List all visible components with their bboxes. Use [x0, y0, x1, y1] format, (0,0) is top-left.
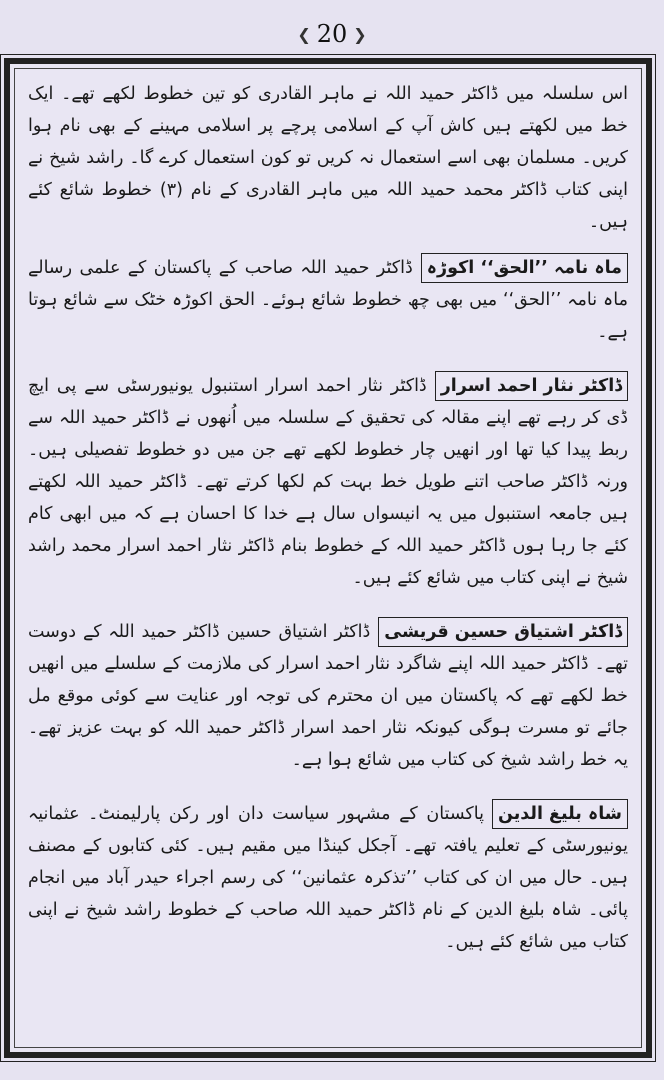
ornament-right-icon: ❯: [353, 24, 367, 44]
section-text: ڈاکٹر حمید اللہ صاحب کے پاکستان کے علمی رسالے ماہ نامہ ’’الحق‘‘ میں بھی چھ خطوط شائع ہوئے۔ الحق اکوڑہ خٹک سے شائع ہوتا ہے۔: [28, 258, 628, 342]
ornament-left-icon: ❮: [297, 24, 311, 44]
page-number-value: 20: [316, 20, 348, 48]
page-number: [0, 14, 664, 54]
section-heading: شاہ بلیغ الدین: [492, 799, 628, 829]
section-shah-baligh-uddin: [28, 798, 628, 958]
section-text: ڈاکٹر اشتیاق حسین ڈاکٹر حمید اللہ کے دوست تھے۔ ڈاکٹر حمید اللہ اپنے شاگرد نثار احمد اسرار کی ملازمت کے سلسلے میں انھیں خط لکھے تھے کہ پاکستان میں ان محترم کی توجہ اور عنایت سے کوئی موقع مل جائے تو مسرت ہوگی کیونکہ نثار احمد اسرار ڈاکٹر حمید اللہ کو بہت عزیز تھے۔ یہ خط راشد شیخ کی کتاب میں شائع ہوا ہے۔: [28, 622, 628, 770]
page-body: [28, 78, 628, 1038]
section-alhaq: [28, 252, 628, 348]
section-nisar-ahmad-israr: [28, 370, 628, 594]
section-text: ڈاکٹر نثار احمد اسرار استنبول یونیورسٹی سے پی ایچ ڈی کر رہے تھے اپنے مقالہ کی تحقیق کے سلسلہ میں اُنھوں نے ڈاکٹر حمید اللہ سے ربط پیدا کیا تھا اور انھیں چار خطوط لکھے تھے جن میں دو خطوط تفصیلی ہیں۔ ورنہ ڈاکٹر صاحب اتنے طویل خط بہت کم لکھا کرتے تھے۔ ڈاکٹر حمید اللہ لکھتے ہیں جامعہ استنبول میں یہ انیسواں سال ہے خدا کا احسان ہے کہ میں ابھی کام کئے جا رہا ہوں ڈاکٹر حمید اللہ کے خطوط بنام ڈاکٹر نثار احمد اسرار محمد راشد شیخ نے اپنی کتاب میں شائع کئے ہیں۔: [28, 376, 628, 588]
section-text: پاکستان کے مشہور سیاست دان اور رکن پارلیمنٹ۔ عثمانیہ یونیورسٹی کے تعلیم یافتہ تھے۔ آجکل کینڈا میں مقیم ہیں۔ کئی کتابوں کے مصنف ہیں۔ حال میں ان کی کتاب ’’تذکرہ عثمانین‘‘ کی رسم اجراء حیدر آباد میں انجام پائی۔ شاہ بلیغ الدین کے نام ڈاکٹر حمید اللہ صاحب کے خطوط راشد شیخ نے اپنی کتاب میں شائع کئے ہیں۔: [28, 804, 628, 952]
intro-paragraph: [28, 78, 628, 238]
page-frame: [4, 58, 652, 1058]
section-heading: ڈاکٹر نثار احمد اسرار: [435, 371, 628, 401]
section-heading: ڈاکٹر اشتیاق حسین قریشی: [378, 617, 628, 647]
intro-text: اس سلسلہ میں ڈاکٹر حمید اللہ نے ماہر القادری کو تین خطوط لکھے تھے۔ ایک خط میں لکھتے ہیں کاش آپ کے اسلامی پرچے پر اسلامی مہینے کے بھی نام ہوا کریں۔ مسلمان بھی اسے استعمال نہ کریں تو کون استعمال کرے گا۔ راشد شیخ نے اپنی کتاب ڈاکٹر محمد حمید اللہ میں ماہر القادری کے نام (۳) خطوط شائع کئے ہیں۔: [28, 84, 628, 232]
section-heading: ماہ نامہ ’’الحق‘‘ اکوڑہ: [421, 253, 628, 283]
section-ishtiaq-husain-qureshi: [28, 616, 628, 776]
